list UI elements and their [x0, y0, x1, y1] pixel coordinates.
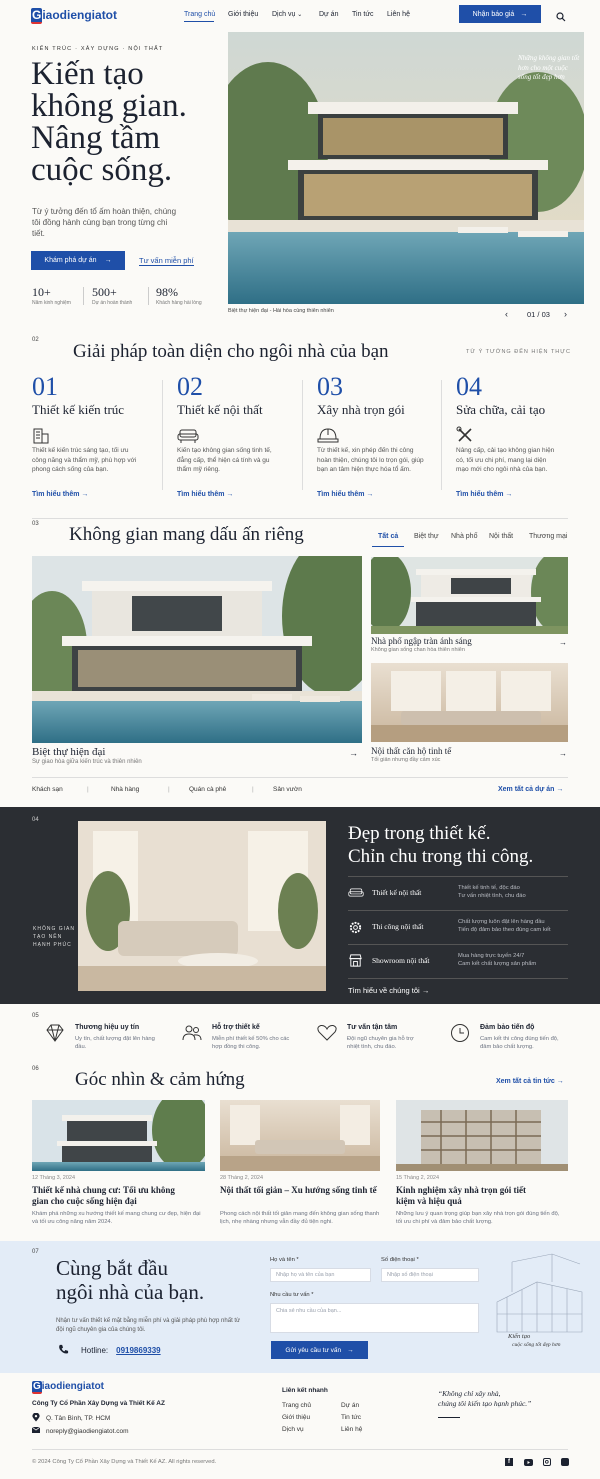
about-title: [348, 822, 533, 868]
category-hotel[interactable]: Khách sạn: [32, 786, 63, 793]
learn-more-link[interactable]: [317, 491, 373, 498]
learn-more-label: Tìm hiểu thêm: [177, 491, 225, 498]
solutions-grid: [32, 372, 568, 507]
news-image: [220, 1100, 380, 1171]
news-card[interactable]: [32, 1100, 205, 1235]
tools-icon: [456, 426, 474, 444]
footer-link-projects[interactable]: Dự án: [341, 1402, 360, 1409]
section-number: 02: [32, 337, 39, 343]
explore-projects-button[interactable]: [31, 251, 125, 270]
stat-value: 500+: [92, 285, 117, 299]
hotline-number: 0919869339: [116, 1346, 161, 1355]
news-card-title: Nội thất tối giản – Xu hướng sống tinh tế: [220, 1185, 377, 1195]
contact-title-line1: Cùng bắt đầu: [56, 1256, 168, 1280]
service-card: [177, 372, 302, 507]
category-links: [32, 786, 332, 796]
nav-news[interactable]: Tin tức: [352, 11, 374, 18]
footer-quote-line2: chúng tôi kiến tạo hạnh phúc.”: [438, 1399, 532, 1408]
header: [0, 0, 600, 30]
slide-indicator: 01 / 03: [527, 310, 550, 319]
view-all-label: Xem tất cả dự án: [498, 786, 555, 793]
logo-text: iaodiengiatot: [42, 8, 118, 22]
hero-caption: Biệt thự hiện đại - Hài hòa cùng thiên nhiên: [228, 308, 334, 314]
hero-title-line1: Kiến tạo: [31, 56, 144, 92]
townhouse-project-image[interactable]: [371, 557, 568, 634]
desc-line: Tiến độ đảm bảo theo đúng cam kết: [458, 927, 551, 933]
learn-more-label: Tìm hiểu thêm: [32, 491, 80, 498]
tab-active-underline: [372, 546, 404, 547]
social-links: [505, 1458, 569, 1467]
gear-icon: [348, 920, 363, 940]
nav-services[interactable]: [272, 11, 302, 18]
store-icon: [348, 953, 363, 973]
about-rule: [348, 944, 568, 945]
footer-link-home[interactable]: Trang chủ: [282, 1402, 312, 1409]
projects-title: Không gian mang dấu ấn riêng: [69, 524, 304, 545]
news-card-desc: Những lưu ý quan trọng giúp bạn xây nhà trọn gói đúng tiến độ, tối ưu chi phí và đảm bảo chất lượng.: [396, 1211, 560, 1225]
desc-line: Thiết kế tinh tế, độc đáo: [458, 885, 520, 891]
category-divider: |: [87, 786, 89, 793]
about-title-line2: Chỉn chu trong thi công.: [348, 846, 534, 867]
stat-label: Khách hàng hài lòng: [156, 300, 202, 306]
news-image: [32, 1100, 205, 1171]
section-number: 05: [32, 1013, 39, 1019]
category-divider: |: [252, 786, 254, 793]
feature-title: Đảm bảo tiến độ: [480, 1024, 535, 1031]
submit-label: Gửi yêu cầu tư vấn: [285, 1346, 342, 1354]
service-card: [456, 372, 568, 507]
feature-desc: Cam kết thi công đúng tiến độ, đảm bảo chất lượng.: [480, 1036, 559, 1050]
tab-commercial[interactable]: Thương mại: [529, 533, 568, 540]
vertical-line-1: KHÔNG GIAN: [33, 926, 75, 932]
arrow-right-icon: →: [505, 491, 513, 498]
about-us-label: Tìm hiểu về chúng tôi: [348, 986, 420, 995]
service-desc: Nâng cấp, cải tạo không gian hiện có, tối ưu chi phí, mang lại diện mạo mới cho ngôi nhà của bạn.: [456, 447, 555, 473]
arrow-right-icon: →: [421, 986, 430, 995]
hero-desc: Từ ý tưởng đến tổ ấm hoàn thiện, chúng tôi đồng hành cùng bạn trong từng chi tiết.: [32, 207, 177, 238]
phone-label: Số điện thoại *: [381, 1257, 419, 1263]
about-rule: [348, 876, 568, 877]
explore-projects-label: Khám phá dự án: [44, 257, 97, 264]
facebook-icon[interactable]: f: [505, 1458, 513, 1466]
phone-icon: [58, 1344, 69, 1357]
footer-link-services[interactable]: Dịch vụ: [282, 1426, 304, 1433]
about-row-label: Showroom nội thất: [372, 956, 430, 965]
hero-title-line3: Nâng tầm: [31, 120, 161, 156]
stat-projects: [92, 285, 132, 306]
contact-desc: Nhận tư vấn thiết kế mặt bằng miễn phí và giải pháp phù hợp nhất từ đội ngũ chuyên gia của chúng tôi.: [56, 1318, 241, 1333]
hero-kicker: KIẾN TRÚC · XÂY DỰNG · NỘI THẤT: [32, 46, 164, 52]
feature-desc: Uy tín, chất lượng đặt lên hàng đầu.: [75, 1036, 155, 1050]
vertical-line-2: TẠO NÊN: [33, 934, 63, 940]
chevron-down-icon: ⌄: [297, 12, 303, 18]
arrow-right-icon: →: [226, 491, 234, 498]
service-title: Xây nhà trọn gói: [317, 402, 405, 417]
hero-title-line2: không gian.: [31, 88, 187, 124]
about-row-label: Thi công nội thất: [372, 922, 424, 931]
project-desc: Không gian sống chan hòa thiên nhiên: [371, 647, 465, 653]
diamond-icon: [45, 1024, 65, 1047]
about-rule: [348, 910, 568, 911]
location-icon: [32, 1413, 40, 1424]
footer-links-title: Liên kết nhanh: [282, 1387, 328, 1394]
service-desc: Từ thiết kế, xin phép đến thi công hoàn thiện, chúng tôi lo trọn gói, giúp bạn an tâm hiện thực hóa tổ ấm.: [317, 447, 424, 473]
arrow-right-icon[interactable]: →: [349, 748, 358, 758]
sketch-caption-line2: cuộc sống tốt đẹp hơn: [512, 1342, 561, 1348]
about-row-label: Thiết kế nội thất: [372, 888, 422, 897]
features-row: [45, 1022, 575, 1062]
quote-cta-label: Nhận báo giá: [472, 10, 515, 18]
logo-g: G: [33, 1381, 41, 1392]
hero-title-line4: cuộc sống.: [31, 152, 173, 188]
footer-links-col1: [282, 1400, 311, 1436]
instagram-icon[interactable]: [543, 1458, 551, 1466]
building-icon: [32, 426, 50, 444]
learn-more-link[interactable]: [32, 491, 88, 498]
nav-contact[interactable]: Liên hệ: [387, 11, 410, 18]
tab-townhouse[interactable]: Nhà phố: [451, 533, 478, 540]
hero-stats: [32, 285, 222, 307]
nav-home[interactable]: Trang chủ: [184, 11, 216, 18]
category-garden[interactable]: Sản vườn: [273, 786, 302, 793]
feature-title: Tư vấn tận tâm: [347, 1024, 398, 1031]
about-row[interactable]: [348, 948, 568, 978]
learn-more-link[interactable]: [456, 491, 512, 498]
feature-title: Thương hiệu uy tín: [75, 1024, 140, 1031]
view-all-news-link[interactable]: [496, 1078, 564, 1085]
footer-quote: [438, 1389, 531, 1409]
footer-link-about[interactable]: Giới thiệu: [282, 1414, 311, 1421]
footer-address: [32, 1413, 110, 1424]
clock-icon: [450, 1023, 470, 1048]
phone-field[interactable]: Nhập số điện thoại: [381, 1268, 479, 1282]
learn-more-label: Tìm hiểu thêm: [456, 491, 504, 498]
service-desc: Kiến tạo không gian sống tinh tế, đẳng cấp, thể hiện cá tính và gu thẩm mỹ riêng.: [177, 447, 272, 473]
learn-more-link[interactable]: [177, 491, 233, 498]
logo-text: iaodiengiatot: [41, 1381, 105, 1392]
footer-rule: [32, 1449, 568, 1450]
about-row[interactable]: [348, 914, 568, 944]
arrow-right-icon: →: [556, 1078, 564, 1085]
section-number: 03: [32, 521, 39, 527]
project-desc: Sự giao hòa giữa kiến trúc và thiên nhiên: [32, 759, 142, 765]
about-row[interactable]: [348, 880, 568, 910]
apartment-interior-image[interactable]: [371, 663, 568, 742]
hotline-label: Hotline:: [81, 1346, 109, 1355]
free-consult-link[interactable]: Tư vấn miễn phí: [139, 256, 194, 265]
section-number: 04: [32, 817, 39, 823]
service-number: 04: [456, 372, 482, 401]
prev-slide-button[interactable]: ‹: [505, 309, 508, 319]
column-divider: [162, 380, 163, 490]
next-slide-button[interactable]: ›: [564, 309, 567, 319]
service-desc: Thiết kế kiến trúc sáng tạo, tối ưu công năng và thẩm mỹ, phù hợp với phong cách sống của bạn.: [32, 447, 137, 473]
service-number: 02: [177, 372, 203, 401]
about-row-desc: [458, 884, 526, 900]
view-all-label: Xem tất cả tin tức: [496, 1078, 555, 1085]
category-divider: |: [168, 786, 170, 793]
news-title: Góc nhìn & cảm hứng: [75, 1069, 245, 1090]
about-rule: [348, 978, 568, 979]
arrow-right-icon[interactable]: →: [559, 638, 567, 647]
desc-line: Chất lượng luôn đặt lên hàng đầu: [458, 919, 545, 925]
tab-villa[interactable]: Biệt thự: [414, 533, 439, 540]
news-card[interactable]: [220, 1100, 380, 1235]
section-number: 06: [32, 1066, 39, 1072]
footer-logo[interactable]: [32, 1381, 104, 1394]
nav-active-underline: [184, 21, 214, 22]
desc-line: Cam kết chất lượng sản phẩm: [458, 961, 537, 967]
submit-consult-button[interactable]: [271, 1341, 368, 1359]
project-desc: Tối giản nhưng đầy cảm xúc: [371, 757, 441, 763]
sketch-caption: [508, 1332, 560, 1350]
column-divider: [302, 380, 303, 490]
arrow-right-icon: →: [556, 786, 564, 793]
about-title-line1: Đẹp trong thiết kế.: [348, 823, 491, 844]
footer-email[interactable]: [32, 1427, 128, 1435]
about-us-link[interactable]: [348, 986, 429, 995]
contact-title-line2: ngôi nhà của bạn.: [56, 1280, 205, 1304]
news-card-title: Thiết kế nhà chung cư: Tối ưu không gian cho cuộc sống hiện đại: [32, 1185, 175, 1206]
category-cafe[interactable]: Quán cà phê: [189, 786, 227, 793]
living-room-image: [78, 821, 326, 991]
project-title: Nhà phố ngập tràn ánh sáng: [371, 636, 472, 646]
column-divider: [441, 380, 442, 490]
view-all-projects-link[interactable]: [498, 786, 563, 793]
heart-icon: [317, 1024, 337, 1047]
nav-projects[interactable]: Dự án: [319, 11, 339, 18]
news-date: 15 Tháng 2, 2024: [396, 1175, 440, 1181]
helmet-icon: [317, 426, 339, 444]
desc-line: Mua hàng trực tuyến 24/7: [458, 953, 525, 959]
arrow-right-icon: →: [520, 10, 528, 18]
project-title: Biệt thự hiện đại: [32, 746, 106, 758]
vertical-line-3: HẠNH PHÚC: [33, 942, 72, 948]
house-sketch: [492, 1252, 586, 1342]
logo[interactable]: [31, 8, 117, 24]
solutions-tagline: TỪ Ý TƯỞNG ĐẾN HIỆN THỰC: [466, 349, 571, 355]
villa-project-image[interactable]: [32, 556, 362, 743]
service-title: Sửa chữa, cải tạo: [456, 402, 546, 417]
stat-value: 98%: [156, 285, 178, 299]
stat-label: Năm kinh nghiệm: [32, 300, 71, 306]
need-textarea[interactable]: Chia sẻ nhu cầu của bạn...: [270, 1303, 479, 1333]
need-label: Nhu cầu tư vấn *: [270, 1292, 314, 1298]
stat-satisfaction: [156, 285, 202, 306]
email-text: noreply@giaodiengiatot.com: [46, 1427, 129, 1435]
footer-quote-line1: “Không chỉ xây nhà,: [438, 1389, 501, 1398]
stat-divider: [148, 287, 149, 305]
news-date: 12 Tháng 3, 2024: [32, 1175, 76, 1181]
service-title: Thiết kế nội thất: [177, 402, 263, 417]
service-number: 03: [317, 372, 343, 401]
section-rule: [32, 518, 568, 519]
arrow-right-icon[interactable]: →: [559, 749, 567, 758]
logo-g: G: [32, 8, 42, 22]
tab-all[interactable]: Tất cả: [378, 533, 399, 540]
search-icon[interactable]: [556, 9, 566, 19]
nav-about[interactable]: Giới thiệu: [228, 11, 259, 18]
desc-line: Tư vấn nhiệt tình, chu đáo: [458, 893, 526, 899]
people-icon: [182, 1024, 202, 1047]
hero-image-quote: Những không gian tốt hơn cho một cuộc sống tốt đẹp hơn: [518, 54, 580, 81]
sofa-icon: [348, 886, 364, 904]
hotline[interactable]: [58, 1344, 161, 1357]
learn-more-label: Tìm hiểu thêm: [317, 491, 365, 498]
stat-divider: [83, 287, 84, 305]
footer-company: Công Ty Cổ Phần Xây Dựng và Thiết Kế AZ: [32, 1400, 165, 1407]
news-date: 28 Tháng 2, 2024: [220, 1175, 264, 1181]
address-text: Q. Tân Bình, TP. HCM: [46, 1415, 111, 1422]
feature-desc: Miễn phí thiết kế 50% cho các hợp đồng thi công.: [212, 1036, 290, 1050]
arrow-right-icon: →: [81, 491, 89, 498]
contact-title: [56, 1256, 204, 1304]
news-card-title: Kinh nghiệm xây nhà trọn gói tiết kiệm và hiệu quả: [396, 1185, 527, 1206]
arrow-right-icon: →: [347, 1346, 354, 1354]
solutions-title: Giải pháp toàn diện cho ngôi nhà của bạn: [73, 341, 389, 362]
name-field[interactable]: Nhập họ và tên của bạn: [270, 1268, 371, 1282]
name-label: Họ và tên *: [270, 1257, 299, 1263]
news-card-desc: Phong cách nội thất tối giản mang đến không gian sống thanh lịch, nhẹ nhàng nhưng vẫn đầy đủ tiện nghi.: [220, 1211, 380, 1225]
youtube-icon[interactable]: [524, 1459, 533, 1466]
project-title: Nội thất căn hộ tinh tế: [371, 746, 452, 756]
section-rule: [32, 777, 568, 778]
feature-desc: Đội ngũ chuyên gia hỗ trợ nhiệt tình, chu đáo.: [347, 1036, 414, 1050]
arrow-right-icon: →: [104, 257, 112, 264]
about-row-desc: [458, 918, 551, 934]
sketch-caption-line1: Kiến tạo: [508, 1333, 531, 1340]
section-number: 07: [32, 1249, 39, 1255]
quote-cta-button[interactable]: [459, 5, 541, 23]
news-card-desc: Khám phá những xu hướng thiết kế mang chung cư đẹp, hiện đại và tối ưu công năng năm 2024.: [32, 1211, 201, 1225]
stat-value: 10+: [32, 285, 51, 299]
category-restaurant[interactable]: Nhà hàng: [111, 786, 140, 793]
footer-quote-rule: [438, 1417, 460, 1418]
service-card: [317, 372, 442, 507]
news-image: [396, 1100, 568, 1171]
service-title: Thiết kế kiến trúc: [32, 402, 125, 417]
tab-interior[interactable]: Nội thất: [489, 533, 514, 540]
feature-title: Hỗ trợ thiết kế: [212, 1024, 260, 1031]
footer-link-news[interactable]: Tin tức: [341, 1414, 362, 1421]
nav-services-label: Dịch vụ: [272, 11, 296, 18]
service-number: 01: [32, 372, 58, 401]
about-vertical-text: [33, 925, 75, 949]
stat-label: Dự án hoàn thành: [92, 300, 133, 306]
footer-links-col2: [341, 1400, 362, 1436]
service-card: [32, 372, 157, 507]
news-card[interactable]: [396, 1100, 568, 1235]
footer-link-contact[interactable]: Liên hệ: [341, 1426, 363, 1433]
sofa-icon: [177, 426, 199, 444]
hero-title: [31, 58, 187, 186]
stat-years: [32, 285, 71, 306]
arrow-right-icon: →: [366, 491, 374, 498]
zalo-icon[interactable]: [561, 1458, 569, 1466]
mail-icon: [32, 1427, 40, 1435]
copyright: © 2024 Công Ty Cổ Phần Xây Dựng và Thiết Kế AZ. All rights reserved.: [32, 1459, 217, 1465]
about-row-desc: [458, 952, 536, 968]
project-tabs: [378, 533, 568, 545]
